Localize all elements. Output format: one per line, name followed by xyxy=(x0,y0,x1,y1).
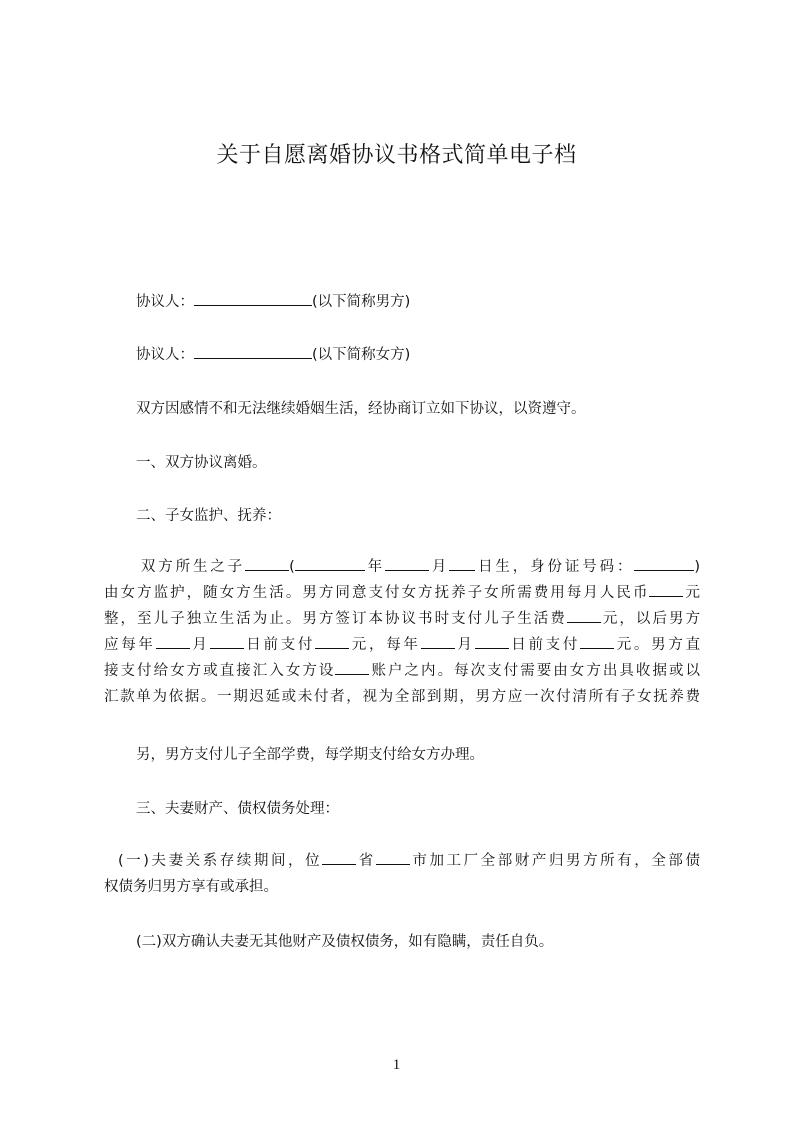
property-text: (一)夫妻关系存续期间，位 xyxy=(118,853,323,869)
child-text: 整，至儿子独立生活为止。男方签订本协议书时支付儿子生活费 xyxy=(104,611,567,627)
child-text: 元 xyxy=(683,585,700,601)
intro-paragraph: 双方因感情不和无法继续婚姻生活，经协商订立如下协议，以资遵守。 xyxy=(136,401,586,417)
blank xyxy=(580,634,614,649)
child-text: 年 xyxy=(364,559,385,575)
party-female-blank xyxy=(194,344,312,359)
party-male-line xyxy=(136,291,410,312)
child-line-3 xyxy=(104,606,700,632)
section-2-heading: 二、子女监护、抚养： xyxy=(136,508,281,524)
child-text: 元，每年 xyxy=(349,637,421,653)
property-text: 省 xyxy=(356,853,376,869)
child-text: 接支付给女方或直接汇入女方设 xyxy=(104,663,336,679)
account-blank xyxy=(335,660,369,675)
child-text: 日前支付 xyxy=(508,637,581,653)
party-label: 协议人： xyxy=(136,294,194,310)
monthly-amount-blank xyxy=(649,582,683,597)
id-number-blank xyxy=(634,556,694,571)
child-text: 应每年 xyxy=(104,637,156,653)
child-text: 日前支付 xyxy=(243,637,316,653)
child-text: 月 xyxy=(454,637,475,653)
party-female-line xyxy=(136,344,410,365)
property-1-line-2: 权债务归男方享有或承担。 xyxy=(104,879,278,895)
party-male-blank xyxy=(194,291,312,306)
child-blank xyxy=(245,556,289,571)
child-line-5 xyxy=(104,658,700,684)
child-text: 日生，身份证号码： xyxy=(475,559,635,575)
property-text: 市加工厂全部财产归男方所有，全部债 xyxy=(409,853,700,869)
child-line-6: 汇款单为依据。一期迟延或未付者，视为全部到期，男方应一次付清所有子女抚养费 xyxy=(104,689,700,705)
child-text: ) xyxy=(694,559,700,575)
initial-payment-blank xyxy=(567,608,601,623)
blank xyxy=(210,634,244,649)
party-female-suffix: (以下简称女方) xyxy=(312,347,411,363)
child-line-2 xyxy=(104,580,700,606)
child-text: ( xyxy=(289,559,295,575)
party-label: 协议人： xyxy=(136,347,194,363)
party-male-suffix: (以下简称男方) xyxy=(312,294,411,310)
blank xyxy=(475,634,509,649)
page-number: 1 xyxy=(392,1057,401,1073)
section-1-heading: 一、双方协议离婚。 xyxy=(136,455,267,471)
birth-year-blank xyxy=(295,556,365,571)
property-1-line-1 xyxy=(104,848,700,874)
blank xyxy=(421,634,455,649)
child-line-1 xyxy=(104,554,700,580)
child-text: 元，以后男方 xyxy=(600,611,700,627)
blank xyxy=(156,634,190,649)
child-text: 由女方监护，随女方生活。男方同意支付女方抚养子女所需费用每月人民币 xyxy=(104,585,650,601)
city-blank xyxy=(376,850,410,865)
section-3-heading: 三、夫妻财产、债权债务处理： xyxy=(136,801,339,817)
blank xyxy=(315,634,349,649)
child-text: 双方所生之子 xyxy=(138,559,246,575)
tuition-paragraph: 另，男方支付儿子全部学费，每学期支付给女方办理。 xyxy=(136,747,484,763)
birth-day-blank xyxy=(449,556,475,571)
child-text: 月 xyxy=(428,559,450,575)
document-title: 关于自愿离婚协议书格式简单电子档 xyxy=(216,143,577,168)
birth-month-blank xyxy=(385,556,429,571)
child-text: 元。男方直 xyxy=(614,637,700,653)
province-blank xyxy=(322,850,356,865)
child-text: 账户之内。每次支付需要由女方出具收据或以 xyxy=(369,663,700,679)
child-line-4 xyxy=(104,632,700,658)
property-2-paragraph: (二)双方确认夫妻无其他财产及债权债务，如有隐瞒，责任自负。 xyxy=(136,934,554,950)
child-text: 月 xyxy=(189,637,210,653)
